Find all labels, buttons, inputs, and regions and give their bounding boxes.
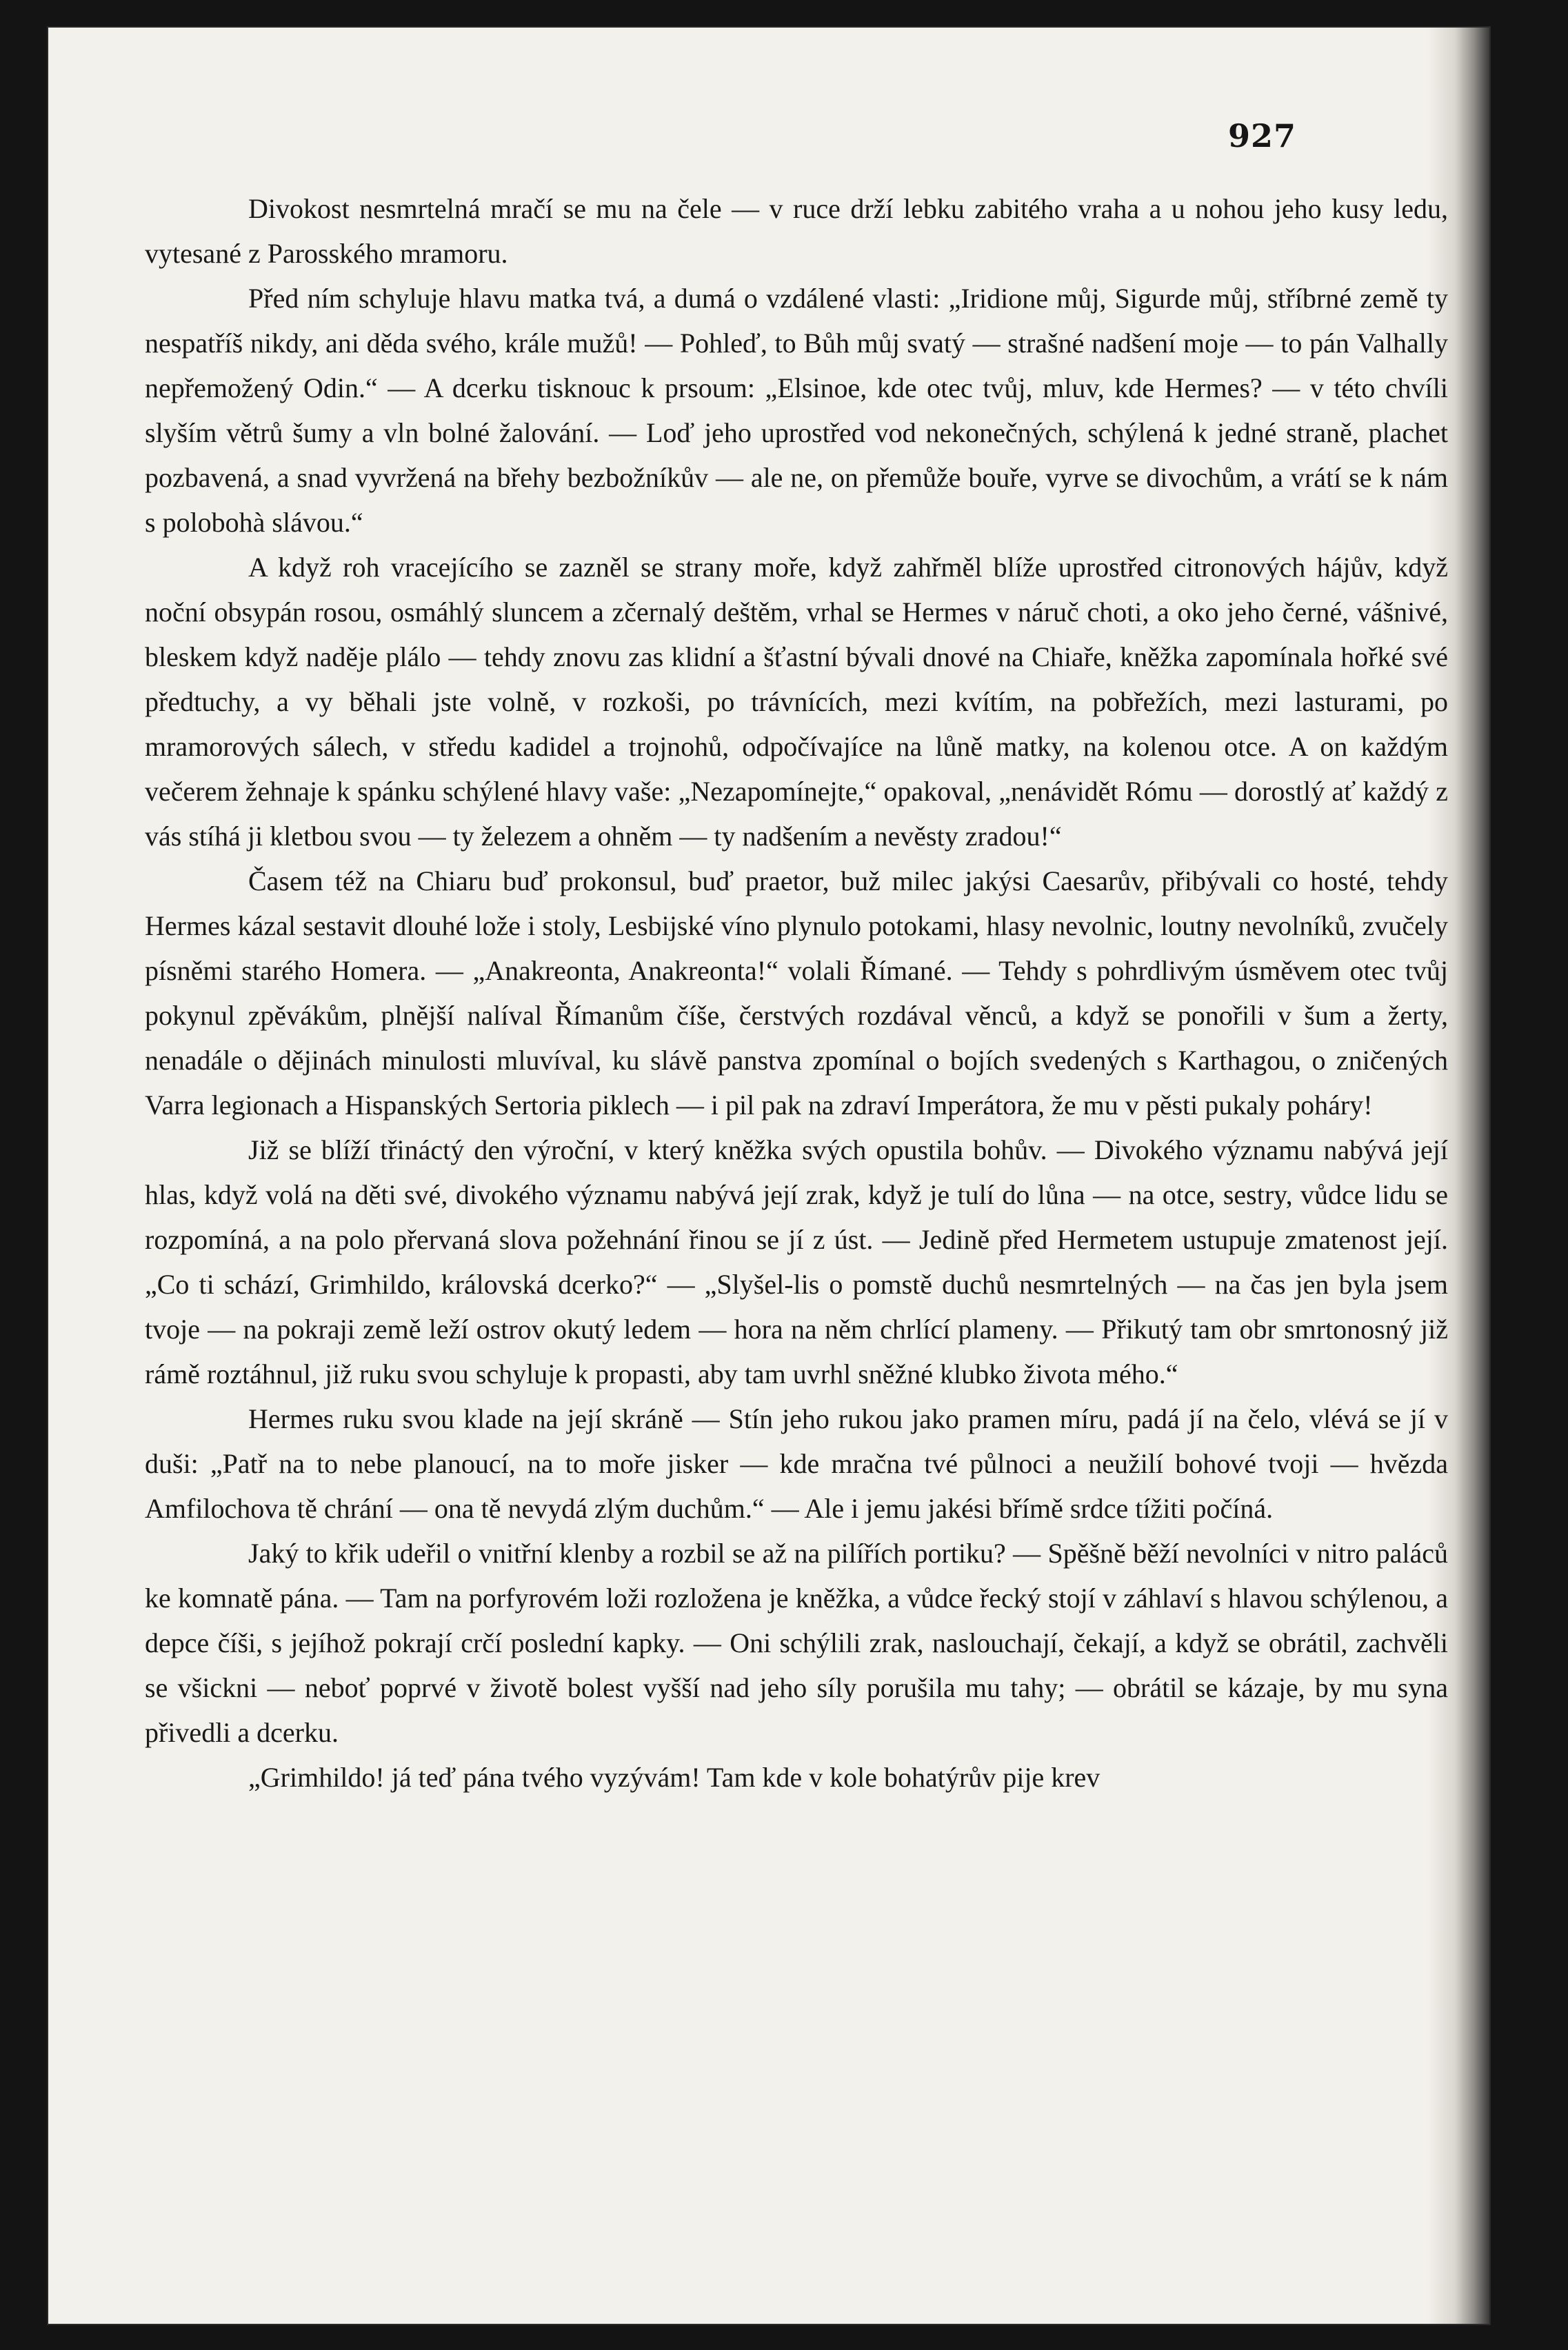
paragraph-5: Již se blíží třináctý den výroční, v který kněžka svých opustila bohův. — Divokého významu nabývá její hlas, když volá na děti své, divokého významu nabývá její zrak, když je tulí do lůna — na otce, sestry, vůdce lidu se rozpomíná, a na polo přervaná slova požehnání řinou se jí z úst. — Jedině před Hermetem ustupuje zmatenost její. „Co ti schází, Grimhildo, královská dcerko?“ — „Slyšel-lis o pomstě duchů nesmrtelných — na čas jen byla jsem tvoje — na pokraji země leží ostrov okutý ledem — hora na něm chrlící plameny. — Přikutý tam obr smrtonosný již rámě roztáhnul, již ruku svou schyluje k propasti, aby tam uvrhl sněžné klubko života mého.“ — [145, 1134, 1448, 1389]
paragraph-6: Hermes ruku svou klade na její skráně — Stín jeho rukou jako pramen míru, padá jí na čelo, vlévá se jí v duši: „Patř na to nebe planoucí, na to moře jisker — kde mračna tvé půlnoci a neužilí bohové tvoji — hvězda Amfilochova tě chrání — ona tě nevydá zlým duchům.“ — Ale i jemu jakési břímě srdce tížiti počíná. — [145, 1403, 1448, 1524]
body-text — [145, 186, 1448, 1800]
paragraph-3: A když roh vracejícího se zazněl se strany moře, když zahřměl blíže uprostřed citronových hájův, když noční obsypán rosou, osmáhlý sluncem a zčernalý deštěm, vrhal se Hermes v náruč choti, a oko jeho černé, vášnivé, bleskem když naděje plálo — tehdy znovu zas klidní a šťastní bývali dnové na Chiaře, kněžka zapomínala hořké své předtuchy, a vy běhali jste volně, v rozkoši, po trávnících, mezi kvítím, na pobřežích, mezi lasturami, po mramorových sálech, v středu kadidel a trojnohů, odpočívajíce na lůně matky, na kolenou otce. A on každým večerem žehnaje k spánku schýlené hlavy vaše: „Nezapomínejte,“ opakoval, „nenávidět Rómu — dorostlý ať každý z vás stíhá ji kletbou svou — ty železem a ohněm — ty nadšením a nevěsty zradou!“ — [145, 552, 1448, 852]
paragraph-2: Před ním schyluje hlavu matka tvá, a dumá o vzdálené vlasti: „Iridione můj, Sigurde můj, stříbrné země ty nespatříš nikdy, ani děda svého, krále mužů! — Pohleď, to Bůh můj svatý — strašné nadšení moje — to pán Valhally nepřemožený Odin.“ — A dcerku tisknouc k prsoum: „Elsinoe, kde otec tvůj, mluv, kde Hermes? — v této chvíli slyším větrů šumy a vln bolné žalování. — Loď jeho uprostřed vod nekonečných, schýlená k jedné straně, plachet pozbavená, a snad vyvržená na břehy bezbožníkův — ale ne, on přemůže bouře, vyrve se divochům, a vrátí se k nám s polobohà slávou.“ — [145, 283, 1448, 538]
paragraph-7: Jaký to křik udeřil o vnitřní klenby a rozbil se až na pilířích portiku? — Spěšně běží nevolníci v nitro paláců ke komnatě pána. — Tam na porfyrovém loži rozložena je kněžka, a vůdce řecký stojí v záhlaví s hlavou schýlenou, a depce číši, s jejíhož pokrají crčí poslední kapky. — Oni schýlili zrak, naslouchají, čekají, a když se obrátil, zachvěli se všickni — neboť poprvé v životě bolest vyšší nad jeho síly porušila mu tahy; — obrátil se kázaje, by mu syna přivedli a dcerku. — [145, 1538, 1448, 1748]
book-page — [48, 28, 1489, 2324]
paragraph-8: „Grimhildo! já teď pána tvého vyzývám! Tam kde v kole bohatýrův pije krev — [248, 1762, 1100, 1793]
page-number: 927 — [1227, 117, 1296, 154]
paragraph-1: Divokost nesmrtelná mračí se mu na čele — v ruce drží lebku zabitého vraha a u nohou jeho kusy ledu, vytesané z Parosského mramoru. — [145, 193, 1448, 269]
paragraph-4: Časem též na Chiaru buď prokonsul, buď praetor, buž milec jakýsi Caesarův, přibývali co hosté, tehdy Hermes kázal sestavit dlouhé lože i stoly, Lesbijské víno plynulo potokami, hlasy nevolnic, loutny nevolníků, zvučely písněmi starého Homera. — „Anakreonta, Anakreonta!“ volali Římané. — Tehdy s pohrdlivým úsměvem otec tvůj pokynul zpěvákům, plnější nalíval Římanům číše, čerstvých rozdával věnců, a když se ponořili v šum a žerty, nenadále o dějinách minulosti mluvíval, ku slávě panstva zpomínal o bojích svedených s Karthagou, o zničených Varra legionach a Hispanských Sertoria piklech — i pil pak na zdraví Imperátora, že mu v pěsti pukaly poháry! — [145, 865, 1448, 1121]
